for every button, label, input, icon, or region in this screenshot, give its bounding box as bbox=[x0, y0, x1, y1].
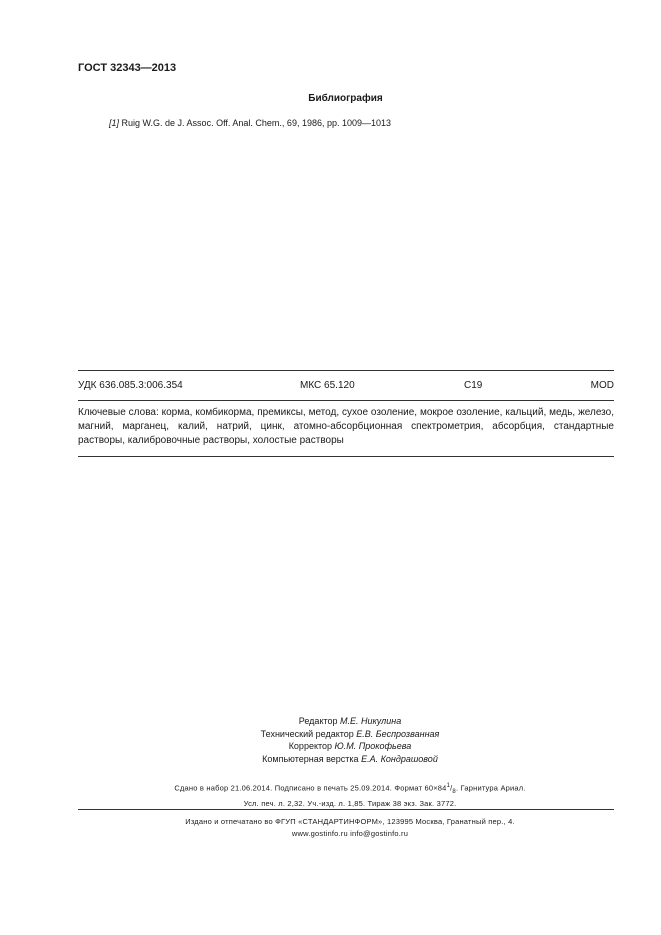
classification-row bbox=[78, 380, 614, 394]
bibliography-title: Библиография bbox=[308, 93, 383, 104]
publisher-line1: Издано и отпечатано во ФГУП «СТАНДАРТИНФОРМ», 123995 Москва, Гранатный пер., 4. bbox=[185, 817, 515, 826]
credit-tech-editor: Технический редактор Е.В. Беспрозванная bbox=[260, 728, 440, 739]
credit-corrector: Корректор Ю.М. Прокофьева bbox=[288, 741, 412, 751]
print-info-line2: Усл. печ. л. 2,32. Уч.-изд. л. 1,85. Тираж 38 экз. Зак. 3772. bbox=[243, 799, 457, 808]
credit-layout: Компьютерная верстка Е.А. Кондрашовой bbox=[262, 753, 438, 764]
mod-label: MOD bbox=[590, 380, 614, 391]
reference-text: Ruig W.G. de J. Assoc. Off. Anal. Chem., 69, 1986, pp. 1009—1013 bbox=[121, 118, 392, 128]
divider-keywords bbox=[78, 456, 614, 457]
keywords-paragraph: Ключевые слова: корма, комбикорма, премиксы, метод, сухое озоление, мокрое озоление, кальций, медь, железо, магний, марганец, калий, натрий, цинк, атомно-абсорбционная спектрометрия, абсорбция, стандартные растворы, калибровочные растворы, холостые растворы bbox=[78, 407, 614, 446]
publisher-links: www.gostinfo.ru info@gostinfo.ru bbox=[291, 829, 409, 838]
mks-code: МКС 65.120 bbox=[300, 380, 355, 391]
document-code: ГОСТ 32343—2013 bbox=[78, 62, 177, 74]
divider-middle bbox=[78, 400, 614, 401]
publisher-info bbox=[90, 816, 610, 840]
print-info-line1: Сдано в набор 21.06.2014. Подписано в печать 25.09.2014. Формат $60\times 84^1/_8$. Гарнитура Ариал. bbox=[174, 783, 526, 795]
category-code: С19 bbox=[464, 380, 483, 391]
udk-code: УДК 636.085.3:006.354 bbox=[78, 380, 183, 391]
credit-editor: Редактор М.Е. Никулина bbox=[298, 716, 402, 726]
print-info bbox=[90, 780, 610, 810]
credits-block bbox=[200, 715, 500, 765]
divider-bottom bbox=[78, 809, 614, 810]
reference-number: [1] bbox=[109, 118, 120, 128]
divider-top bbox=[78, 370, 614, 371]
reference-item bbox=[109, 118, 391, 128]
